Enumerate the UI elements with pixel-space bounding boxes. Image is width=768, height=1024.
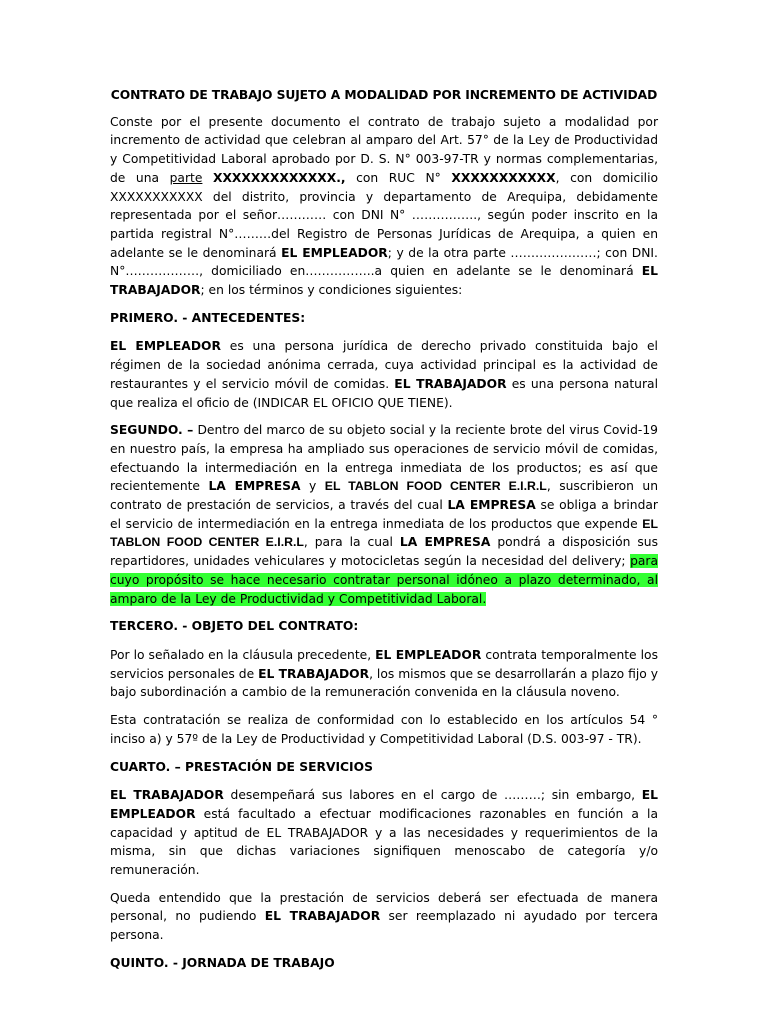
contract-title: CONTRATO DE TRABAJO SUJETO A MODALIDAD POR INCREMENTO DE ACTIVIDAD [110, 88, 658, 102]
cuarto-text: ser reemplazado ni ayudado por tercera persona. [110, 909, 658, 943]
party-company: LA EMPRESA [399, 535, 491, 550]
tercero-text: Por lo señalado en la cláusula precedente, [110, 647, 376, 662]
clause-heading-tercero: TERCERO. - OBJETO DEL CONTRATO: [110, 619, 359, 634]
intro-text: ; en los términos y condiciones siguientes: [200, 283, 463, 298]
segundo-text: , para la cual [303, 535, 400, 550]
company-placeholder: XXXXXXXXXXXXX., [212, 170, 346, 185]
party-employer: EL EMPLEADOR [110, 339, 221, 354]
cuarto-paragraph-1 [110, 786, 658, 880]
party-company: LA EMPRESA [208, 479, 301, 494]
clause-heading-primero: PRIMERO. - ANTECEDENTES: [110, 310, 306, 325]
tercero-text: , los mismos que se desarrollarán a plazo fijo y bajo subordinación a cambio de la remuneración convenida en la cláusula noveno. [110, 666, 658, 700]
party-worker: EL TRABAJADOR [394, 376, 507, 391]
cuarto-paragraph-2 [110, 889, 658, 945]
clause-heading-segundo: SEGUNDO. – [110, 423, 194, 438]
client-company-name: EL TABLON FOOD CENTER E.I.R.L [324, 479, 547, 494]
intro-underlined-word: parte [169, 170, 203, 185]
segundo-text: Dentro del marco de su objeto social y la reciente brote del virus Covid-19 en nuestro país, la empresa ha ampliado sus operaciones de servicio móvil de comidas, efectuando la intermediación en la entrega inmediata de los productos; es así que recientemente [110, 423, 658, 494]
primero-paragraph [110, 337, 658, 412]
client-company-name: EL TABLON FOOD CENTER E.I.R.L [110, 516, 658, 550]
party-employer: EL EMPLEADOR [110, 788, 658, 821]
party-worker: EL TRABAJADOR [110, 788, 224, 803]
cuarto-text: Queda entendido que la prestación de servicios deberá ser efectuada de manera personal, no pudiendo [110, 890, 658, 924]
party-employer: EL EMPLEADOR [281, 245, 388, 260]
tercero-paragraph-2: Esta contratación se realiza de conformidad con lo establecido en los artículos 54 ° inciso a) y 57º de la Ley de Productividad y Competitividad Laboral (D.S. 003-97 - TR). [110, 713, 658, 746]
segundo-text: , suscribieron un contrato de prestación de servicios, a través del cual [110, 479, 658, 513]
party-worker: EL TRABAJADOR [258, 666, 370, 681]
ruc-placeholder: XXXXXXXXXXX [451, 170, 556, 185]
segundo-text: pondrá a disposición sus repartidores, unidades vehiculares y motocicletas según la necesidad del delivery; [110, 535, 658, 569]
party-worker: EL TRABAJADOR [264, 909, 381, 924]
intro-text: Conste por el presente documento el contrato de trabajo sujeto a modalidad por incremento de actividad que celebran al amparo del Art. 57° de la Ley de Productividad y Competitividad Laboral aprobado por D. S. N° 003-97-TR y normas complementarias, de una [110, 114, 658, 185]
intro-text: ; y de la otra parte …………………; con DNI. N°………………, domiciliado en……………..a quien en adelante se le denominará [110, 245, 658, 279]
primero-text: es una persona natural que realiza el oficio de (INDICAR EL OFICIO QUE TIENE). [110, 376, 658, 410]
segundo-text: se obliga a brindar el servicio de intermediación en la entrega inmediata de los productos que expende [110, 498, 658, 531]
highlighted-text: para cuyo propósito se hace necesario contratar personal idóneo a plazo determinado, al amparo de la Ley de Productividad y Competitividad Laboral. [110, 554, 658, 606]
primero-text: es una persona jurídica de derecho privado constituida bajo el régimen de la sociedad anónima cerrada, cuya actividad principal es la actividad de restaurantes y el servicio móvil de comidas. [110, 339, 658, 391]
clause-heading-cuarto: CUARTO. – PRESTACIÓN DE SERVICIOS [110, 759, 373, 774]
party-worker: EL TRABAJADOR [110, 264, 658, 298]
party-employer: EL EMPLEADOR [375, 647, 482, 662]
tercero-paragraph-1 [110, 646, 658, 702]
segundo-paragraph [110, 421, 658, 608]
segundo-text: y [300, 479, 325, 494]
party-company: LA EMPRESA [447, 498, 536, 513]
cuarto-text: está facultado a efectuar modificaciones razonables en función a la capacidad y aptitud de EL TRABAJADOR y a las necesidades y requerimientos de la misma, sin que dichas variaciones signifiquen menoscabo de categoría y/o remuneración. [110, 806, 658, 878]
intro-text: con RUC N° [345, 170, 452, 185]
intro-text [202, 171, 213, 185]
intro-text: , con domicilio XXXXXXXXXXX del distrito, provincia y departamento de Arequipa, debidamente representada por el señor………… con DNI N° ……………., según poder inscrito en la partida registral N°………del Registro de Personas Jurídicas de Arequipa, a quien en adelante se le denominará [110, 170, 659, 260]
clause-heading-quinto: QUINTO. - JORNADA DE TRABAJO [110, 955, 335, 970]
intro-paragraph [110, 113, 658, 300]
cuarto-text: desempeñará sus labores en el cargo de ………; sin embargo, [223, 788, 642, 803]
tercero-text: contrata temporalmente los servicios personales de [110, 647, 658, 681]
